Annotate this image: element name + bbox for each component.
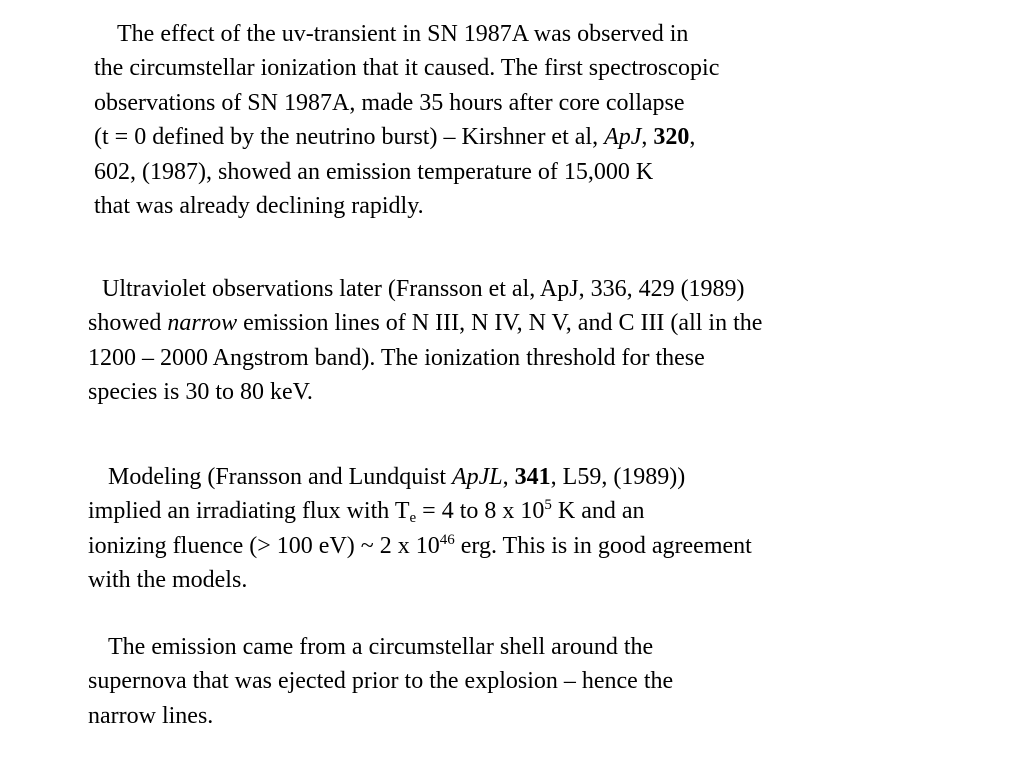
text-line [88, 306, 762, 340]
text-run: = 4 to 8 x 10 [416, 498, 545, 525]
text-line: The effect of the uv-transient in SN 1987A was observed in [117, 21, 689, 47]
journal-name: ApJ [604, 124, 642, 151]
superscript: 46 [439, 531, 455, 548]
text-line: the circumstellar ionization that it caused. The first spectroscopic [94, 55, 720, 82]
text-line: Ultraviolet observations later (Fransson et al, ApJ, 336, 429 (1989) [102, 276, 745, 302]
text-run: , [641, 124, 654, 151]
paragraph-circumstellar-shell [88, 630, 673, 733]
text-line: that was already declining rapidly. [94, 193, 424, 220]
text-line: The emission came from a circumstellar shell around the [108, 634, 654, 660]
text-line: 602, (1987), showed an emission temperature of 15,000 K [94, 158, 654, 185]
text-line: with the models. [88, 567, 248, 594]
text-line [88, 529, 752, 563]
subscript: e [409, 510, 417, 527]
text-line: species is 30 to 80 keV. [88, 379, 313, 406]
paragraph-modeling [88, 460, 752, 598]
text-run: implied an irradiating flux with T [88, 498, 410, 525]
superscript: 5 [544, 497, 552, 514]
volume-number: 320 [653, 124, 690, 151]
text-line: supernova that was ejected prior to the explosion – hence the [88, 668, 674, 695]
text-line: observations of SN 1987A, made 35 hours after core collapse [94, 89, 685, 116]
text-line: narrow lines. [88, 702, 214, 729]
text-run: , L59, (1989)) [550, 464, 686, 490]
volume-number: 341 [514, 464, 551, 490]
text-run: ionizing fluence (> 100 eV) ~ 2 x 10 [88, 532, 440, 559]
journal-name: ApJL [451, 464, 503, 490]
text-line: 1200 – 2000 Angstrom band). The ionization threshold for these [88, 344, 705, 371]
text-run: (t = 0 defined by the neutrino burst) – Kirshner et al, [94, 124, 605, 151]
paragraph-ultraviolet-observations [88, 272, 762, 410]
emphasis-narrow: narrow [167, 310, 238, 337]
text-run: , [689, 124, 696, 151]
text-run: erg. This is in good agreement [454, 532, 752, 559]
text-run: showed [88, 310, 168, 337]
text-line [88, 460, 752, 494]
text-run: , [502, 464, 515, 490]
text-run: Modeling (Fransson and Lundquist [108, 464, 452, 490]
paragraph-uv-transient [94, 17, 719, 223]
text-run: K and an [551, 498, 645, 525]
text-run: emission lines of N III, N IV, N V, and C III (all in the [237, 310, 763, 337]
text-line [94, 120, 719, 154]
text-line [88, 494, 752, 528]
